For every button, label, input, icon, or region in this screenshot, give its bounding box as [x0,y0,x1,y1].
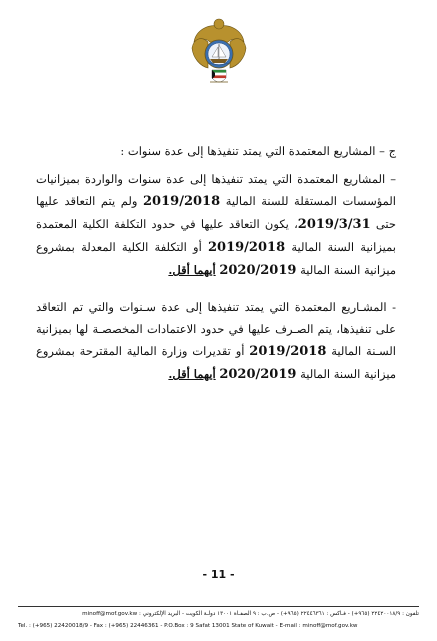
section-heading: ج – المشاريع المعتمدة التي يمتد تنفيذها إلى عدة سنوات : [120,144,396,158]
emphasis-whichever-less: أيهما أقل. [168,263,216,277]
fiscal-year-value: 2019/2018 [208,240,286,255]
paragraph-1-text-b: ولم يتم التعاقد عليها حتى [36,194,396,231]
paragraph-2 [36,296,396,386]
emphasis-whichever-less: أيهما أقل. [168,367,216,381]
paragraph-2-text-a: - المشـاريع المعتمدة التي يمتد تنفيذها إلى عدة سـنوات والتي تم التعاقد على تنفيذها، يتم الصـرف عليها في حدود الاعتمادات المخصصـة لها بميزانية السـنة المالية [36,300,396,358]
fiscal-year-value: 2019/2018 [143,194,221,209]
kuwait-emblem-icon [188,12,250,96]
footer-contact-arabic: تلفون : ٢٢٤٢٠٠١٨/٩ (٩٦٥+) - فـاكس : ٢٢٤٤٦٣٦١ (٩٦٥+) - ص.ب : ٩ الصفـاة ١٣٠٠١ دولـة الكويت - البريد الإلكتروني : minoff@mof.gov.kw [82,611,419,617]
deadline-date-value: 2019/3/31 [297,217,371,232]
paragraph-2-text-b: أو تقديرات وزارة المالية المقترحة بمشروع ميزانية السنة المالية [36,344,396,381]
footer-divider [18,606,419,607]
fiscal-year-value: 2019/2018 [249,344,327,359]
document-body [36,142,396,400]
paragraph-1-text-a: – المشاريع المعتمدة التي يمتد تنفيذها إلى عدة سنوات والواردة بميزانيات المؤسسات المستقلة للسنة المالية [36,172,396,208]
paragraph-1 [36,168,396,282]
page-number: - 11 - [202,568,235,581]
paragraph-1-text-c: ، يكون التعاقد عليها في حدود التكلفة الكلية المعتمدة بميزانية السنة المالية [36,217,396,254]
fiscal-year-value: 2020/2019 [219,263,297,278]
paragraph-1-text-d: أو التكلفة الكلية المعدلة بمشروع ميزانية السنة المالية [36,240,396,277]
footer-contact-english: Tel. : (+965) 22420018/9 - Fax : (+965) 22446361 - P.O.Box : 9 Safat 13001 State of Kuwait - E-mail : minoff@mof.gov.kw [18,623,358,629]
fiscal-year-value: 2020/2019 [219,367,297,382]
